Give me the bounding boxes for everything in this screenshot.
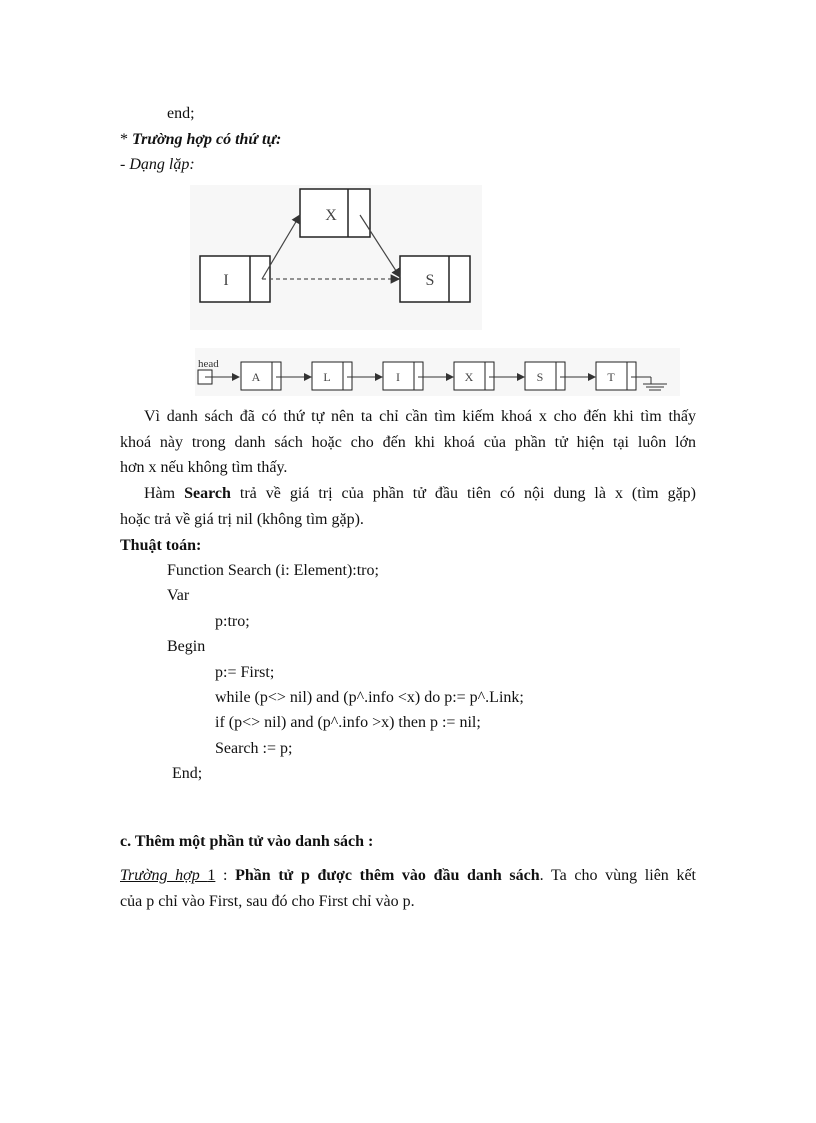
linked-list-diagram	[195, 348, 680, 396]
list-node-i	[383, 362, 423, 390]
section-c-heading: c. Thêm một phần tử vào danh sách :	[120, 833, 374, 850]
node-s-label: S	[425, 272, 435, 289]
list-node-x	[454, 362, 494, 390]
para2-search-keyword: Search	[184, 485, 231, 502]
list-node-i-label: I	[396, 370, 400, 384]
case1-label: Trường hợp	[120, 867, 208, 884]
node-s-box	[400, 256, 470, 302]
code-line-5: p:= First;	[215, 664, 275, 681]
list-node-a	[241, 362, 281, 390]
ordered-case-title: Trường hợp có thứ tự:	[132, 131, 282, 148]
list-node-a-label: A	[251, 370, 261, 384]
ordered-case-heading	[120, 130, 281, 150]
insertion-diagram	[190, 185, 482, 330]
list-node-l	[312, 362, 352, 390]
case1-number: 1	[207, 867, 216, 884]
para1-line1: Vì danh sách đã có thứ tự nên ta chỉ cần tìm kiếm khoá x cho đến khi tìm thấy	[144, 408, 696, 425]
node-i-label: I	[223, 272, 229, 289]
code-line-2: Var	[167, 587, 190, 604]
code-end-line: end;	[167, 105, 195, 122]
code-line-9: End;	[172, 765, 203, 782]
node-x-label: X	[325, 207, 337, 224]
list-node-s-label: S	[536, 370, 544, 384]
node-i-box	[200, 256, 270, 302]
list-node-t-label: T	[607, 370, 615, 384]
ordered-case-prefix: *	[120, 131, 132, 148]
code-line-1: Function Search (i: Element):tro;	[167, 562, 379, 579]
para2-line2: hoặc trả về giá trị nil (không tìm gặp).	[120, 511, 364, 528]
para2-lead: Hàm	[144, 485, 185, 502]
para2-line1	[120, 484, 696, 504]
case1-rest: . Ta cho vùng liên kết	[539, 867, 696, 884]
code-line-8: Search := p;	[215, 740, 293, 757]
list-node-l-label: L	[323, 370, 331, 384]
para1-line3: hơn x nếu không tìm thấy.	[120, 459, 288, 476]
algorithm-heading: Thuật toán:	[120, 537, 202, 554]
case1-bold-text: Phần tử p được thêm vào đầu danh sách	[235, 867, 540, 884]
code-line-3: p:tro;	[215, 613, 250, 630]
para2-rest: trả về giá trị của phần tử đầu tiên có nội dung là x (tìm gặp)	[230, 485, 696, 502]
code-line-7: if (p<> nil) and (p^.info >x) then p := nil;	[215, 714, 481, 731]
para1-line2: khoá này trong danh sách hoặc cho đến khi khoá của phần tử hiện tại luôn lớn	[120, 434, 696, 451]
head-label: head	[198, 358, 219, 370]
list-node-t	[596, 362, 636, 390]
iterative-form-label: - Dạng lặp:	[120, 156, 195, 173]
case1-line1	[120, 866, 696, 886]
list-node-x-label: X	[464, 370, 474, 384]
code-line-6: while (p<> nil) and (p^.info <x) do p:= p^.Link;	[215, 689, 524, 706]
list-node-s	[525, 362, 565, 390]
case1-line2: của p chỉ vào First, sau đó cho First chỉ vào p.	[120, 893, 415, 910]
code-line-4: Begin	[167, 638, 206, 655]
case1-sep: :	[215, 867, 236, 884]
